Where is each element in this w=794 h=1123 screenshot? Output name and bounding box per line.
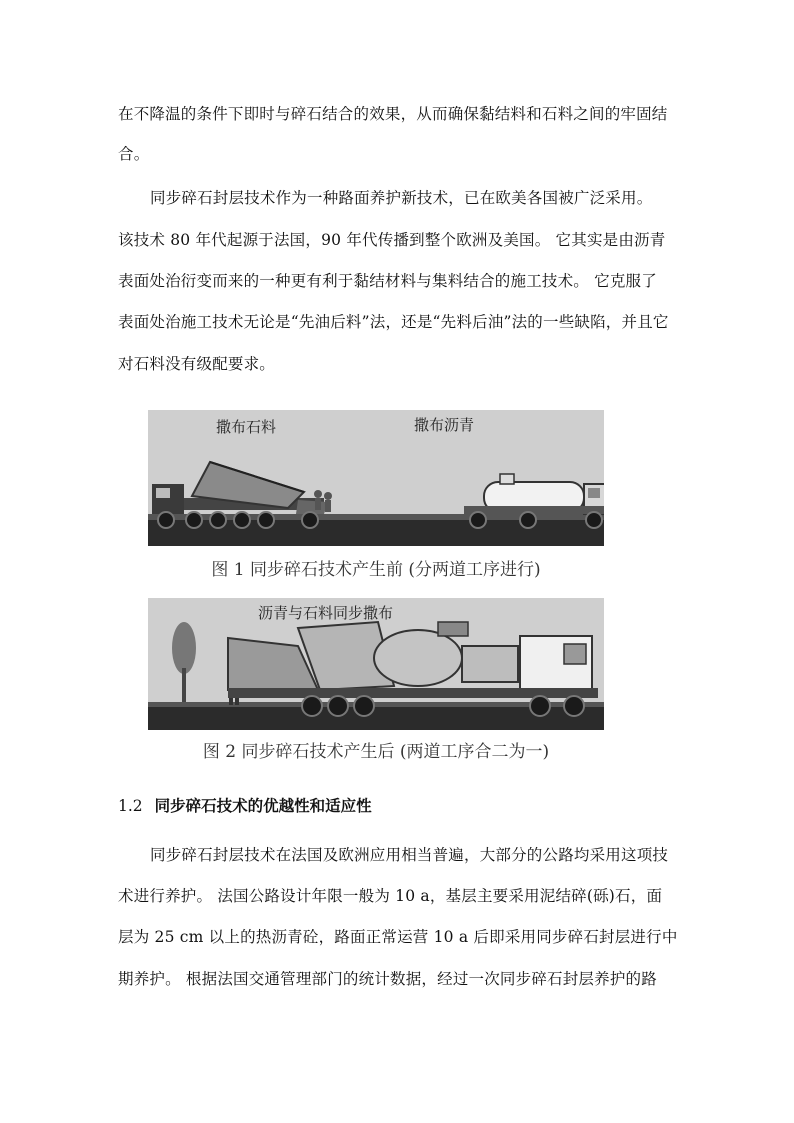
section-number: 1.2 — [118, 797, 143, 815]
paragraph-3-line-3: 层为 25 cm 以上的热沥青砼，路面正常运营 10 a 后即采用同步碎石封层进行中 — [118, 928, 678, 946]
paragraph-1-line-2: 合。 — [118, 145, 150, 163]
paragraph-2-line-3: 表面处治衍变而来的一种更有利于黏结材料与集料结合的施工技术。 它克服了 — [118, 272, 657, 290]
paragraph-2-line-2: 该技术 80 年代起源于法国，90 年代传播到整个欧洲及美国。 它其实是由沥青 — [118, 231, 666, 249]
figure-1-illustration — [148, 410, 604, 546]
section-title: 同步碎石技术的优越性和适应性 — [154, 796, 372, 815]
figure-1-label-right: 撒布沥青 — [414, 416, 475, 434]
figure-2-label: 沥青与石料同步撒布 — [258, 604, 394, 622]
paragraph-1-line-1: 在不降温的条件下即时与碎石结合的效果，从而确保黏结料和石料之间的牢固结 — [118, 105, 668, 123]
paragraph-2-line-4: 表面处治施工技术无论是“先油后料”法，还是“先料后油”法的一些缺陷，并且它 — [118, 313, 669, 331]
figure-2-caption: 图 2 同步碎石技术产生后 (两道工序合二为一) — [202, 742, 550, 762]
section-heading — [118, 794, 372, 816]
paragraph-2-line-1: 同步碎石封层技术作为一种路面养护新技术，已在欧美各国被广泛采用。 — [150, 189, 653, 207]
figure-1-caption: 图 1 同步碎石技术产生前 (分两道工序进行) — [211, 560, 541, 580]
figure-1-label-left: 撒布石料 — [216, 418, 277, 436]
paragraph-3-line-4: 期养护。 根据法国交通管理部门的统计数据，经过一次同步碎石封层养护的路 — [118, 970, 657, 988]
paragraph-2-line-5: 对石料没有级配要求。 — [118, 355, 276, 373]
figure-2-illustration — [148, 598, 604, 730]
paragraph-3-line-1: 同步碎石封层技术在法国及欧洲应用相当普遍，大部分的公路均采用这项技 — [150, 846, 669, 864]
paragraph-3-line-2: 术进行养护。 法国公路设计年限一般为 10 a，基层主要采用泥结碎(砾)石，面 — [118, 887, 663, 905]
